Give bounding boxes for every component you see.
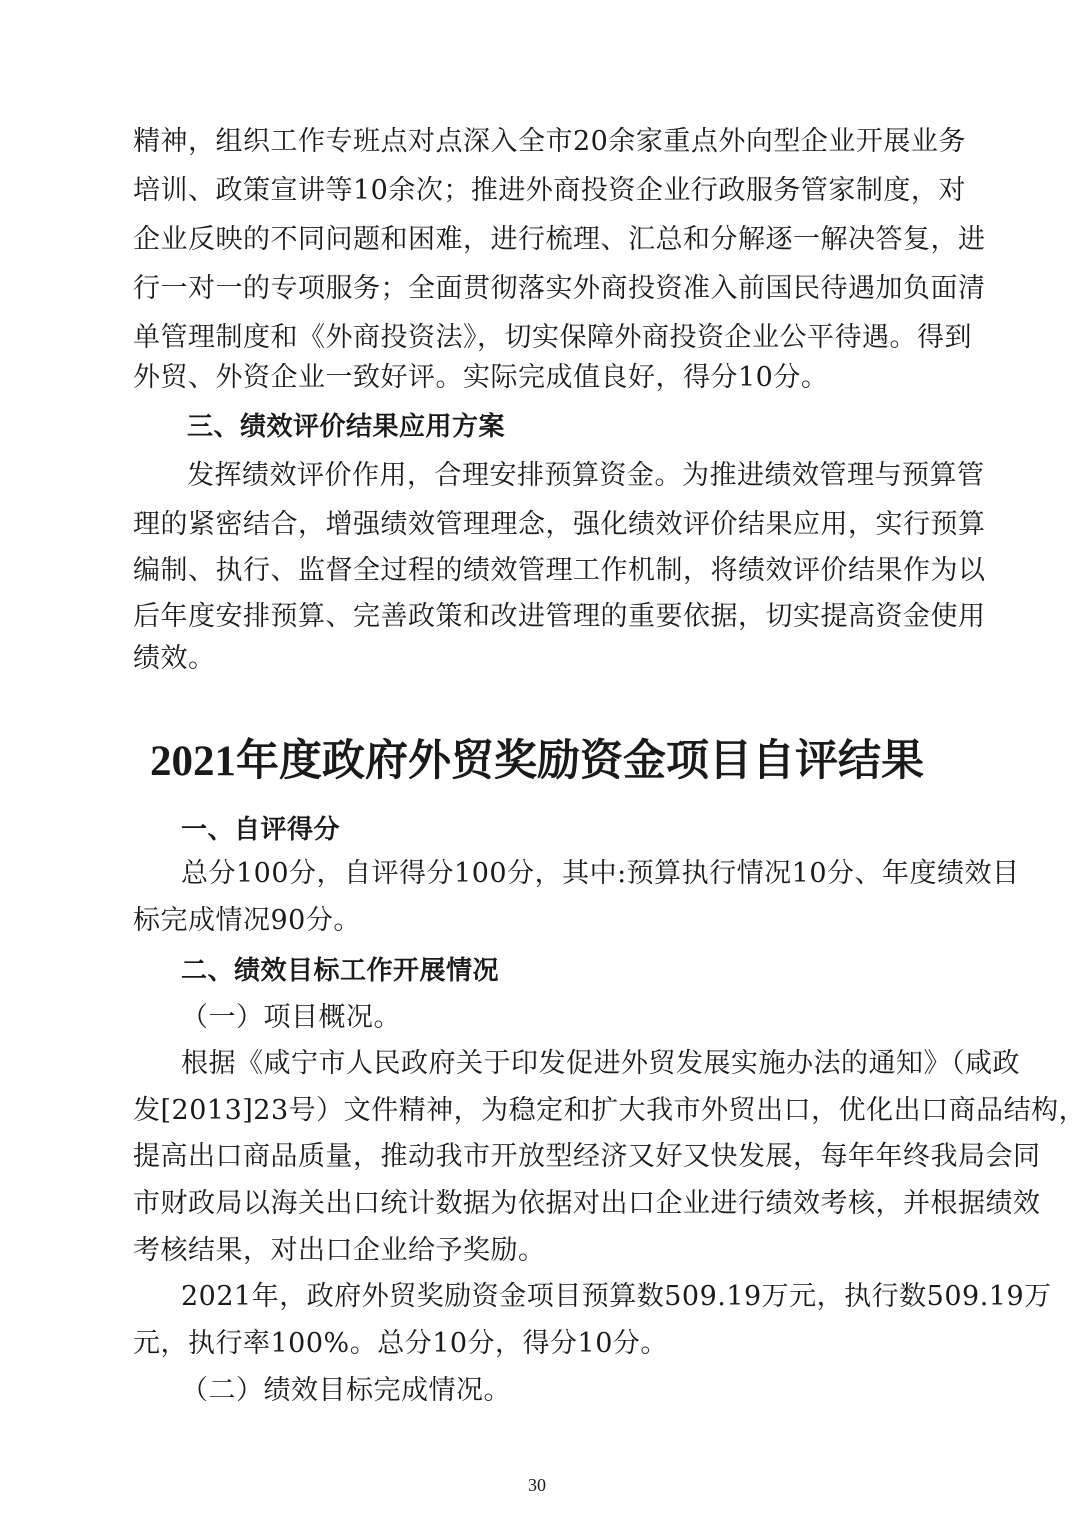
text-line: 行一对一的专项服务；全面贯彻落实外商投资准入前国民待遇加负面清	[133, 273, 986, 304]
text-line: 理的紧密结合，增强绩效管理理念，强化绩效评价结果应用，实行预算	[133, 509, 986, 540]
section-heading: 二、绩效目标工作开展情况	[181, 956, 500, 986]
text-line: 总分100分，自评得分100分，其中:预算执行情况10分、年度绩效目	[181, 858, 1020, 889]
text-line: 提高出口商品质量，推动我市开放型经济又好又快发展，每年年终我局会同	[133, 1141, 1041, 1172]
text-line: 绩效。	[133, 643, 216, 674]
text-line: 标完成情况90分。	[133, 905, 361, 936]
text-line: 发[2013]23号）文件精神，为稳定和扩大我市外贸出口，优化出口商品结构，	[133, 1095, 1086, 1126]
section-heading: 一、自评得分	[181, 815, 341, 845]
text-line: 单管理制度和《外商投资法》，切实保障外商投资企业公平待遇。得到	[133, 322, 972, 353]
text-line: 培训、政策宣讲等10余次；推进外商投资企业行政服务管家制度，对	[133, 175, 966, 206]
text-line: 精神，组织工作专班点对点深入全市20余家重点外向型企业开展业务	[133, 126, 966, 157]
subsection-heading: （二）绩效目标完成情况。	[181, 1375, 511, 1406]
document-title: 2021年度政府外贸奖励资金项目自评结果	[150, 738, 924, 785]
text-line: 后年度安排预算、完善政策和改进管理的重要依据，切实提高资金使用	[133, 601, 986, 632]
text-line: 根据《咸宁市人民政府关于印发促进外贸发展实施办法的通知》（咸政	[181, 1048, 1020, 1079]
text-line: 考核结果，对出口企业给予奖励。	[133, 1235, 546, 1266]
text-line: 市财政局以海关出口统计数据为依据对出口企业进行绩效考核，并根据绩效	[133, 1188, 1041, 1219]
text-line: 发挥绩效评价作用，合理安排预算资金。为推进绩效管理与预算管	[187, 460, 985, 491]
page-number: 30	[528, 1475, 546, 1495]
text-line: 2021年，政府外贸奖励资金项目预算数509.19万元，执行数509.19万	[181, 1281, 1052, 1312]
text-line: 编制、执行、监督全过程的绩效管理工作机制，将绩效评价结果作为以	[133, 555, 986, 586]
section-heading: 三、绩效评价结果应用方案	[187, 412, 506, 442]
text-line: 元，执行率100%。总分10分，得分10分。	[133, 1328, 668, 1359]
text-line: 外贸、外资企业一致好评。实际完成值良好，得分10分。	[133, 362, 829, 393]
subsection-heading: （一）项目概况。	[181, 1002, 401, 1033]
text-line: 企业反映的不同问题和困难，进行梳理、汇总和分解逐一解决答复，进	[133, 224, 986, 255]
